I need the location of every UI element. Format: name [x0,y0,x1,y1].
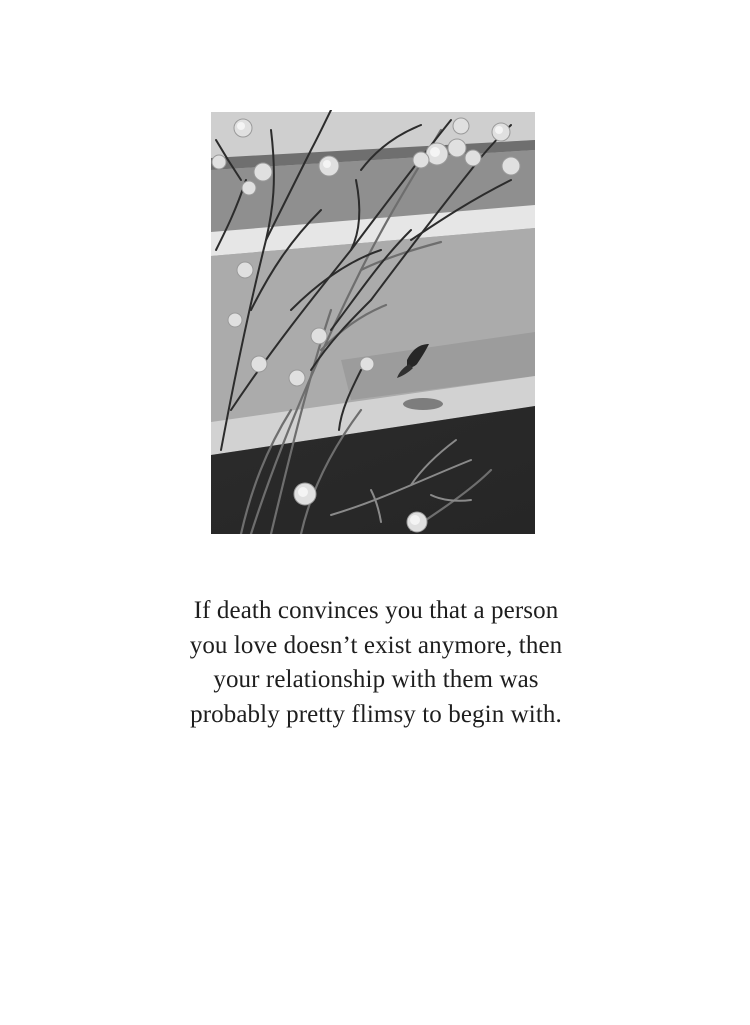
quote-line: you love doesn’t exist anymore, then [189,631,563,659]
quote-line: your relationship with them was [213,666,539,693]
quote-line: If death convinces you that a person [193,597,559,624]
illustration-canvas [211,110,537,534]
moss-patch [403,398,443,410]
illustration-blossom-branches [211,110,537,534]
quote-line: probably pretty flimsy to begin with. [190,700,562,728]
quote-text [120,594,632,732]
